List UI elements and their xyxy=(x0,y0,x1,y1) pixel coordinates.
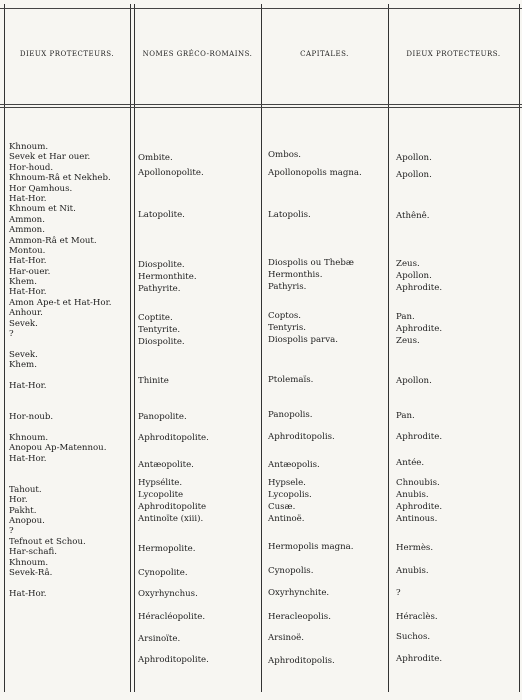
nome-cell: Hermonthite. xyxy=(138,272,197,282)
nome-cell: Aphroditopolite xyxy=(138,502,207,512)
list-item xyxy=(9,402,131,412)
list-item: Tahout. xyxy=(9,484,42,495)
grouping-brace xyxy=(134,256,135,310)
list-item: Khem. xyxy=(9,360,37,371)
capital-cell: Pathyris. xyxy=(268,282,307,292)
capital-cell: Antinoë. xyxy=(268,514,305,524)
capital-cell: Hermopolis magna. xyxy=(268,542,354,552)
greek-god-cell: Apollon. xyxy=(396,170,432,180)
nome-cell: Oxyrhynchus. xyxy=(138,589,198,599)
nome-cell: Hypsélite. xyxy=(138,478,183,488)
list-item: ? xyxy=(9,329,14,340)
capital-cell: Oxyrhynchite. xyxy=(268,588,330,598)
list-item: Anhour. xyxy=(9,308,43,319)
list-item: Har-schafi. xyxy=(9,547,57,558)
list-item: Sevek et Har ouer. xyxy=(9,152,91,163)
nome-cell: Pathyrite. xyxy=(138,284,181,294)
header-bottom-rule xyxy=(0,104,522,105)
list-item: Khnoum. xyxy=(9,557,49,568)
column-header-capitals: CAPITALES. xyxy=(300,50,349,58)
grouping-brace xyxy=(134,406,135,426)
list-item: Khnoum et Nit. xyxy=(9,204,76,215)
list-item: Sevek-Râ. xyxy=(9,568,53,579)
greek-god-cell: Anubis. xyxy=(396,566,429,576)
list-item: Khem. xyxy=(9,277,37,288)
greek-god-cell: Anubis. xyxy=(396,490,429,500)
list-item: Pakht. xyxy=(9,505,37,516)
egyptian-gods-list xyxy=(9,142,131,599)
greek-god-cell: Apollon. xyxy=(396,153,432,163)
capital-cell: Hypsele. xyxy=(268,478,306,488)
nome-cell: Héracléopolite. xyxy=(138,612,206,622)
nome-cell: Diospolite. xyxy=(138,337,185,347)
capital-cell: Latopolis. xyxy=(268,210,311,220)
list-item: Khnoum. xyxy=(9,142,49,152)
list-item: Har-ouer. xyxy=(9,266,51,277)
list-item: Hor-noub. xyxy=(9,412,54,423)
header-bottom-rule xyxy=(0,107,522,108)
capital-cell: Antæopolis. xyxy=(268,460,320,470)
greek-god-cell: Antée. xyxy=(396,458,425,468)
grouping-brace xyxy=(134,632,135,652)
nome-cell: Cynopolite. xyxy=(138,568,188,578)
list-item: Hat-Hor. xyxy=(9,588,47,599)
list-item: Hor-houd. xyxy=(9,162,54,173)
grouping-brace xyxy=(134,474,135,526)
list-item: Sevek. xyxy=(9,349,38,360)
nome-cell: Diospolite. xyxy=(138,260,185,270)
greek-god-cell: Zeus. xyxy=(396,336,420,346)
nome-cell: Antæopolite. xyxy=(138,460,194,470)
grouping-brace xyxy=(134,532,135,564)
nome-cell: Lycopolite xyxy=(138,490,184,500)
column-header-egyptian-gods: DIEUX PROTECTEURS. xyxy=(19,50,115,58)
list-item: Ammon. xyxy=(9,214,45,225)
list-item: Hat-Hor. xyxy=(9,193,47,204)
capital-cell: Heracleopolis. xyxy=(268,612,331,622)
grouping-brace xyxy=(134,308,135,350)
nome-cell: Ombite. xyxy=(138,153,173,163)
capital-cell: Ombos. xyxy=(268,150,302,160)
capital-cell: Hermonthis. xyxy=(268,270,323,280)
greek-god-cell: Héraclès. xyxy=(396,612,438,622)
capital-cell: Ptolemaïs. xyxy=(268,375,314,385)
nome-cell: Hermopolite. xyxy=(138,544,196,554)
grouping-brace xyxy=(134,148,135,170)
list-item: Sevek. xyxy=(9,318,38,329)
nome-cell: Aphroditopolite. xyxy=(138,433,209,443)
grouping-brace xyxy=(134,426,135,458)
list-item xyxy=(9,475,131,485)
greek-god-cell: Pan. xyxy=(396,312,415,322)
capital-cell: Cynopolis. xyxy=(268,566,314,576)
nome-cell: Antinoïte (xiii). xyxy=(138,514,204,524)
nome-cell: Arsinoïte. xyxy=(138,634,181,644)
list-item: Amon Ape-t et Hat-Hor. xyxy=(9,297,112,308)
list-item: ? xyxy=(9,526,14,537)
list-item: Tefnout et Schou. xyxy=(9,536,86,547)
list-item xyxy=(9,464,131,474)
capital-cell: Apollonopolis magna. xyxy=(268,168,362,178)
greek-god-cell: Suchos. xyxy=(396,632,431,642)
greek-god-cell: Apollon. xyxy=(396,376,432,386)
greek-god-cell: Aphrodite. xyxy=(396,654,443,664)
list-item: Hat-Hor. xyxy=(9,287,47,298)
list-item: Hat-Hor. xyxy=(9,453,47,464)
list-item xyxy=(9,578,131,588)
capital-cell: Lycopolis. xyxy=(268,490,312,500)
list-item: Khnoum-Râ et Nekheb. xyxy=(9,173,111,184)
nome-cell: Thinite xyxy=(138,376,169,386)
grouping-brace xyxy=(134,566,135,588)
list-item: Hat-Hor. xyxy=(9,380,47,391)
list-item: Anopou Ap-Matennou. xyxy=(9,443,107,454)
nome-cell: Aphroditopolite. xyxy=(138,655,209,665)
nome-cell: Latopolite. xyxy=(138,210,185,220)
greek-god-cell: Aphrodite. xyxy=(396,283,443,293)
column-header-nomes: NOMES GRÉCO-ROMAINS. xyxy=(142,50,253,58)
greek-god-cell: ? xyxy=(396,588,401,598)
grouping-brace xyxy=(134,588,135,608)
greek-god-cell: Chnoubis. xyxy=(396,478,440,488)
greek-god-cell: Zeus. xyxy=(396,259,420,269)
greek-god-cell: Athênê. xyxy=(396,211,430,221)
grouping-brace xyxy=(134,608,135,630)
header-top-rule xyxy=(0,8,522,9)
nome-cell: Tentyrite. xyxy=(138,325,181,335)
greek-god-cell: Aphrodite. xyxy=(396,432,443,442)
list-item xyxy=(9,423,131,433)
capital-cell: Cusæ. xyxy=(268,502,296,512)
greek-god-cell: Aphrodite. xyxy=(396,324,443,334)
list-item: Ammon. xyxy=(9,225,45,236)
capital-cell: Diospolis parva. xyxy=(268,335,338,345)
nome-cell: Coptite. xyxy=(138,313,173,323)
greek-god-cell: Pan. xyxy=(396,411,415,421)
nome-cell: Panopolite. xyxy=(138,412,187,422)
grouping-brace xyxy=(134,183,135,245)
list-item xyxy=(9,371,131,381)
grouping-brace xyxy=(134,355,135,397)
capital-cell: Coptos. xyxy=(268,311,302,321)
greek-god-cell: Apollon. xyxy=(396,271,432,281)
capital-cell: Arsinoë. xyxy=(268,633,304,643)
capital-cell: Tentyris. xyxy=(268,323,306,333)
list-item: Anopou. xyxy=(9,516,45,527)
list-item xyxy=(9,391,131,401)
list-item: Montou. xyxy=(9,245,46,256)
list-item: Khnoum. xyxy=(9,432,49,443)
list-item: Hat-Hor. xyxy=(9,256,47,267)
greek-god-cell: Antinous. xyxy=(396,514,438,524)
grouping-brace xyxy=(134,650,135,672)
list-item xyxy=(9,339,131,349)
column-header-greek-gods: DIEUX PROTECTEURS. xyxy=(406,50,501,58)
capital-cell: Aphroditopolis. xyxy=(268,656,335,666)
greek-god-cell: Hermès. xyxy=(396,543,434,553)
greek-god-cell: Aphrodite. xyxy=(396,502,443,512)
capital-cell: Diospolis ou Thebæ xyxy=(268,258,354,268)
list-item: Hor. xyxy=(9,495,28,506)
list-item: Hor Qamhous. xyxy=(9,183,73,194)
nome-cell: Apollonopolite. xyxy=(138,168,204,178)
capital-cell: Aphroditopolis. xyxy=(268,432,335,442)
list-item: Ammon-Râ et Mout. xyxy=(9,235,97,246)
capital-cell: Panopolis. xyxy=(268,410,313,420)
